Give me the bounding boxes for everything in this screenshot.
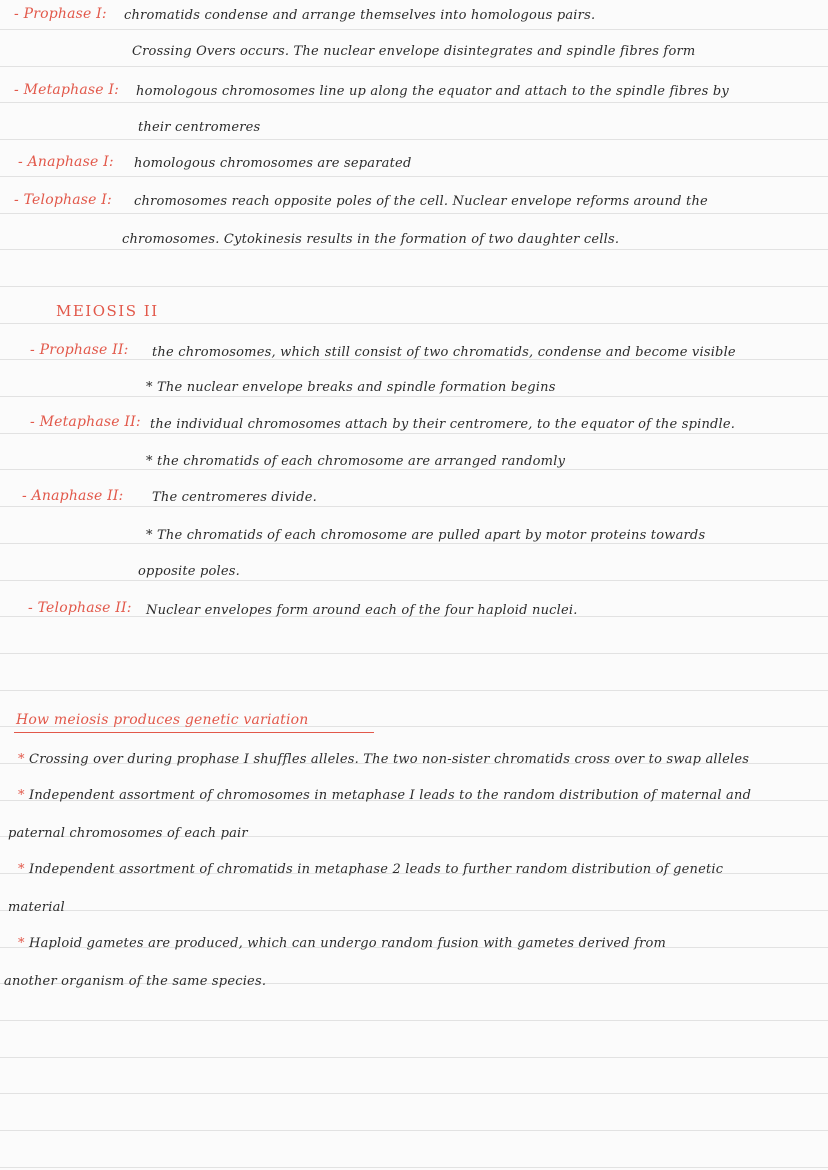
telophase-1-label: - Telophase I: [14, 192, 112, 208]
prophase-2-label: - Prophase II: [30, 342, 129, 358]
ruled-line [0, 1057, 828, 1058]
ruled-line [0, 1130, 828, 1131]
ruled-line [0, 213, 828, 214]
bullet-star-icon: * [18, 862, 25, 877]
variation-item-3 [18, 862, 723, 877]
metaphase-1-label: - Metaphase I: [14, 82, 120, 98]
ruled-line [0, 102, 828, 103]
metaphase-2-label: - Metaphase II: [30, 414, 141, 430]
ruled-line [0, 469, 828, 470]
telophase-1-text: chromosomes reach opposite poles of the cell. Nuclear envelope reforms around the [134, 194, 708, 209]
variation-item-4-cont: another organism of the same species. [4, 974, 267, 989]
ruled-line [0, 1093, 828, 1094]
variation-item-3-cont: material [8, 900, 65, 915]
variation-item-2 [18, 788, 751, 803]
anaphase-1-label: - Anaphase I: [18, 154, 114, 170]
bullet-star-icon: * [18, 936, 25, 951]
ruled-line [0, 286, 828, 287]
ruled-line [0, 910, 828, 911]
variation-item-2-cont: paternal chromosomes of each pair [8, 826, 248, 841]
ruled-line [0, 176, 828, 177]
variation-heading: How meiosis produces genetic variation [16, 712, 309, 728]
variation-heading-underline [14, 732, 374, 733]
bullet-star-icon: * [18, 752, 25, 767]
variation-item-1-text: Crossing over during prophase I shuffles alleles. The two non-sister chromatids cross over to swap alleles [29, 752, 750, 767]
ruled-line [0, 543, 828, 544]
ruled-line [0, 1020, 828, 1021]
variation-item-2-text: Independent assortment of chromosomes in metaphase I leads to the random distribution of maternal and [29, 788, 752, 803]
ruled-line [0, 1167, 828, 1168]
anaphase-2-sub: * The chromatids of each chromosome are pulled apart by motor proteins towards [146, 528, 706, 543]
metaphase-1-text: homologous chromosomes line up along the equator and attach to the spindle fibres by [136, 84, 729, 99]
ruled-line [0, 580, 828, 581]
telophase-2-label: - Telophase II: [28, 600, 132, 616]
variation-item-1 [18, 752, 749, 767]
anaphase-2-sub-cont: opposite poles. [138, 564, 240, 579]
bullet-star-icon: * [18, 788, 25, 803]
metaphase-2-sub: * the chromatids of each chromosome are arranged randomly [146, 454, 566, 469]
ruled-line [0, 323, 828, 324]
metaphase-1-cont: their centromeres [138, 120, 261, 135]
prophase-1-label: - Prophase I: [14, 6, 107, 22]
variation-item-4 [18, 936, 666, 951]
telophase-1-cont: chromosomes. Cytokinesis results in the formation of two daughter cells. [122, 232, 620, 247]
meiosis-2-heading: MEIOSIS II [56, 302, 159, 320]
prophase-2-text: the chromosomes, which still consist of two chromatids, condense and become visible [152, 345, 736, 360]
variation-item-3-text: Independent assortment of chromatids in metaphase 2 leads to further random distribution of genetic [29, 862, 724, 877]
prophase-1-text: chromatids condense and arrange themselves into homologous pairs. [124, 8, 596, 23]
metaphase-2-text: the individual chromosomes attach by their centromere, to the equator of the spindle. [150, 417, 736, 432]
prophase-1-cont: Crossing Overs occurs. The nuclear envelope disintegrates and spindle fibres form [132, 44, 696, 59]
ruled-line [0, 249, 828, 250]
anaphase-2-label: - Anaphase II: [22, 488, 124, 504]
ruled-line [0, 653, 828, 654]
ruled-line [0, 690, 828, 691]
ruled-line [0, 506, 828, 507]
ruled-line [0, 433, 828, 434]
anaphase-1-text: homologous chromosomes are separated [134, 156, 412, 171]
ruled-line [0, 396, 828, 397]
ruled-line [0, 29, 828, 30]
variation-item-4-text: Haploid gametes are produced, which can undergo random fusion with gametes derived from [29, 936, 667, 951]
anaphase-2-text: The centromeres divide. [152, 490, 317, 505]
telophase-2-text: Nuclear envelopes form around each of the four haploid nuclei. [146, 603, 578, 618]
prophase-2-sub: * The nuclear envelope breaks and spindle formation begins [146, 380, 556, 395]
ruled-line [0, 66, 828, 67]
ruled-line [0, 139, 828, 140]
